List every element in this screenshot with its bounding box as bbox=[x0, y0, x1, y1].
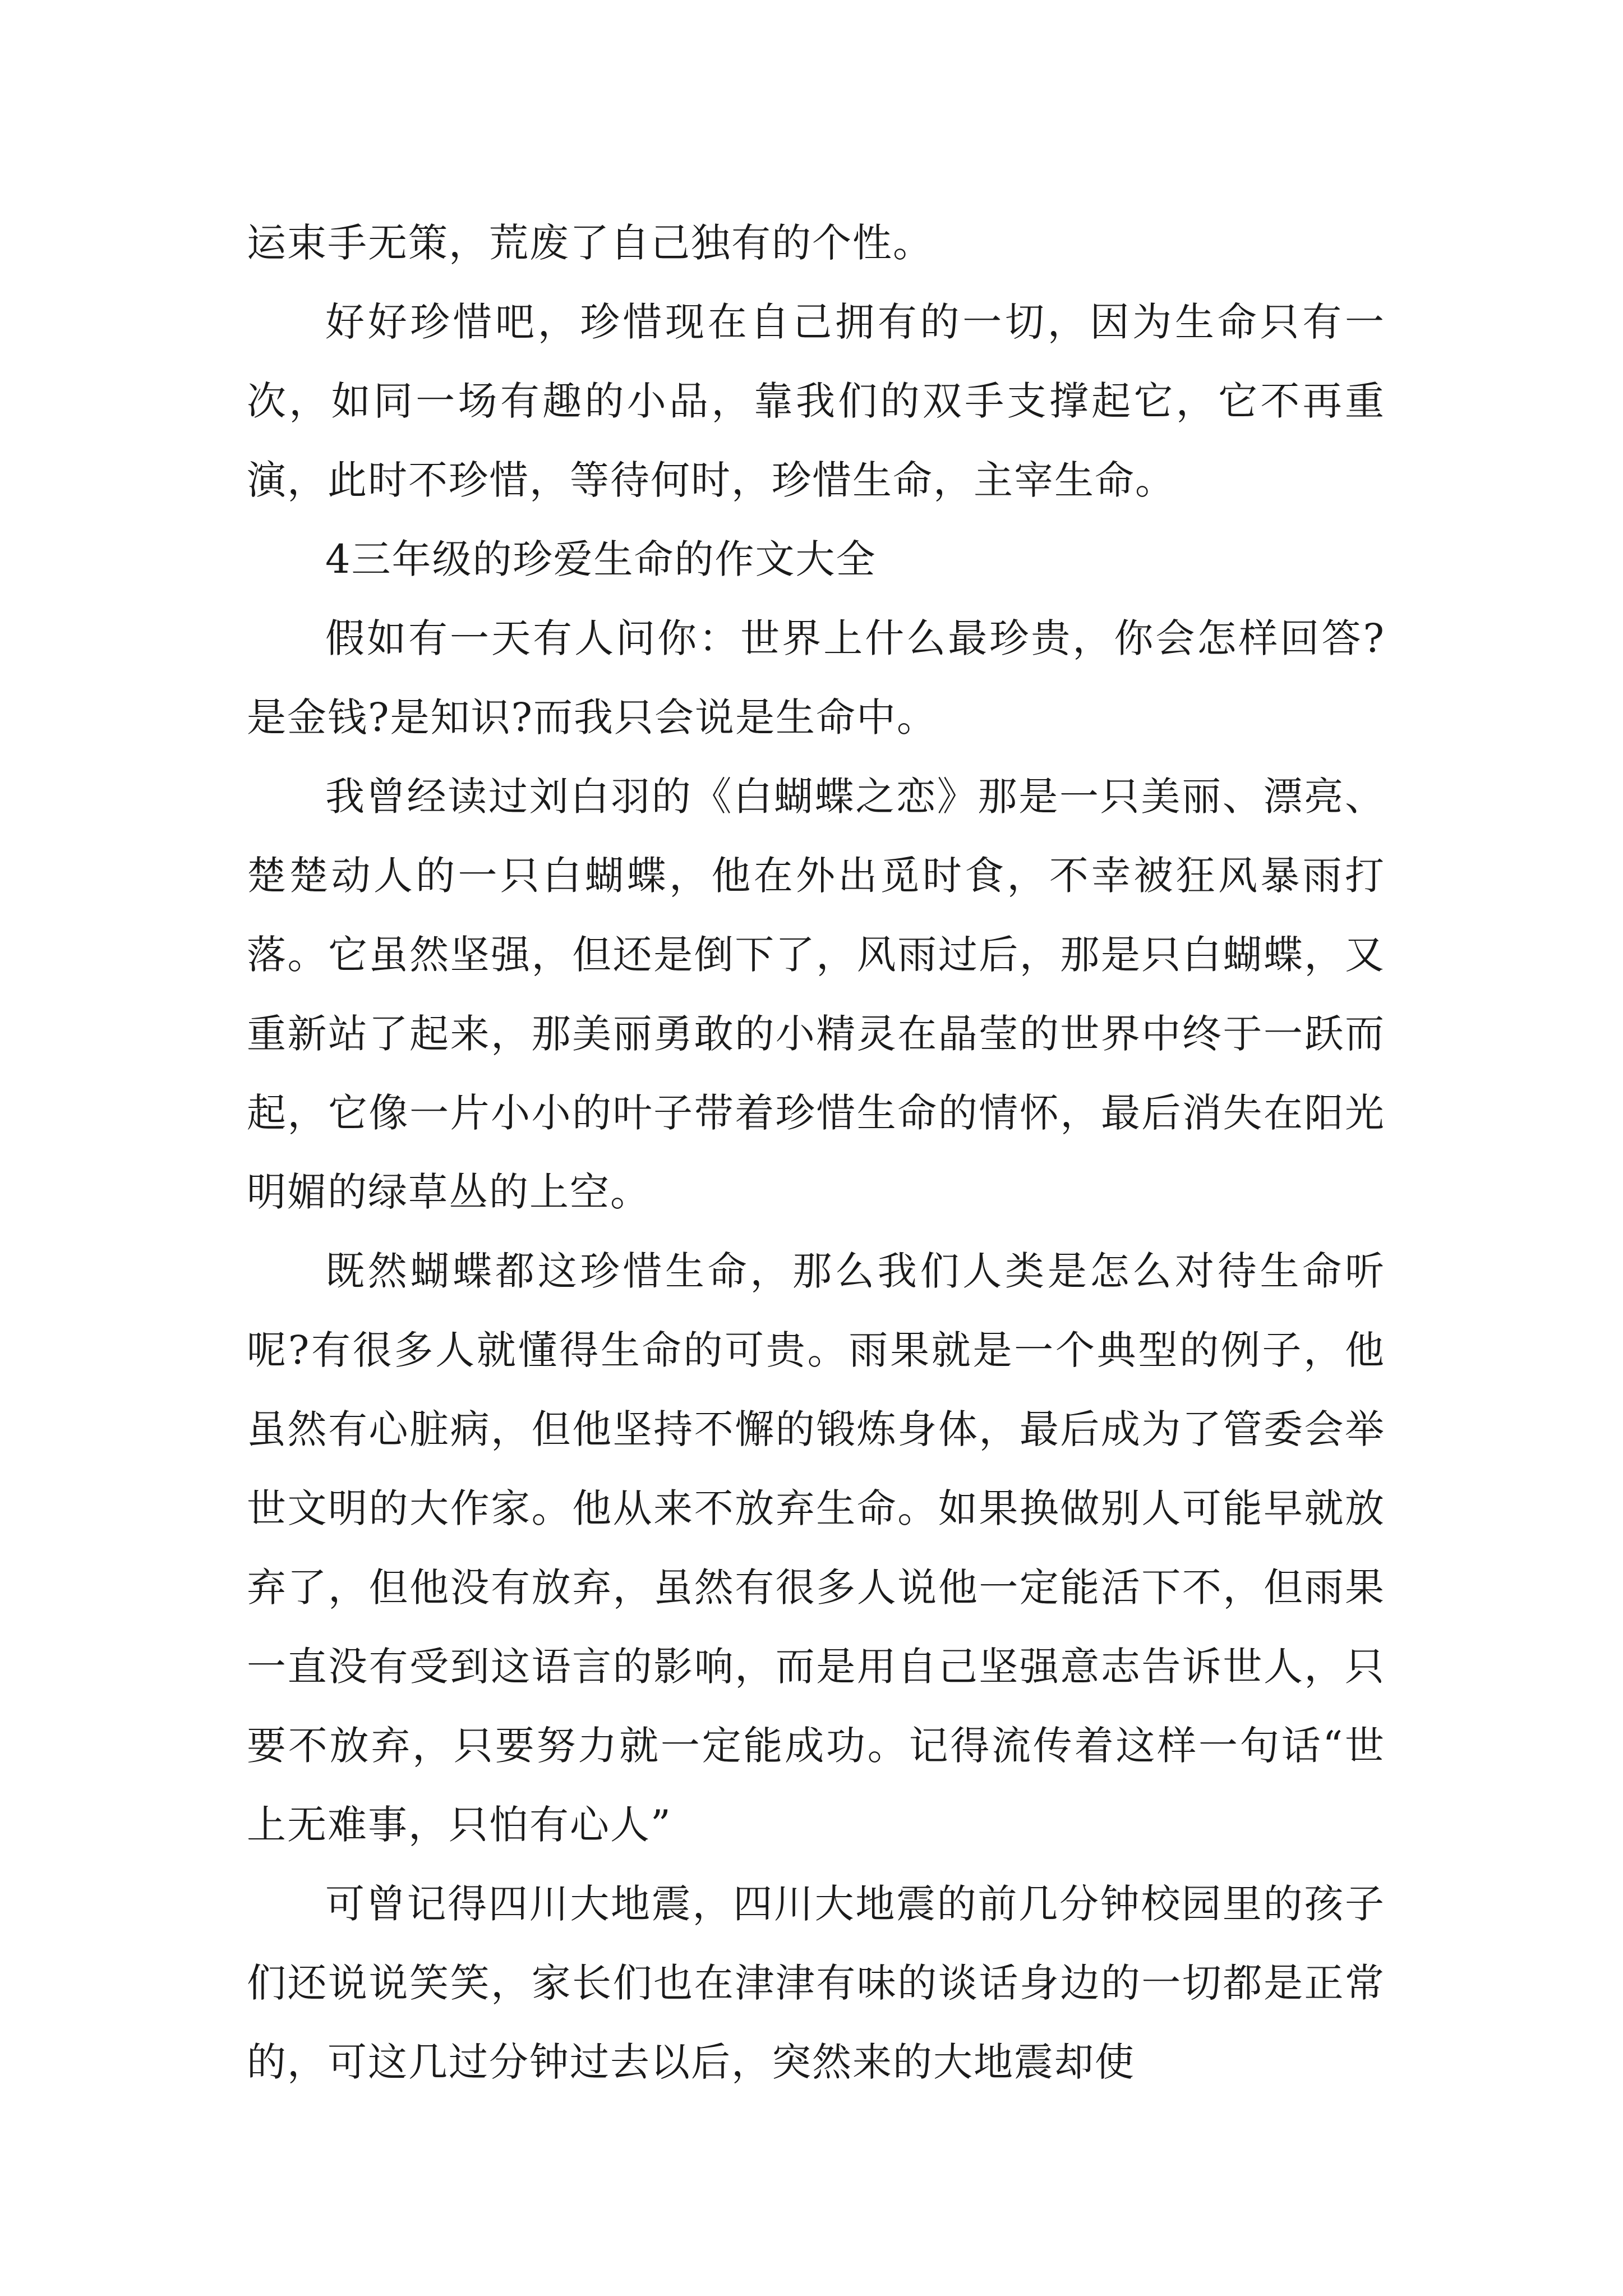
section-heading: 4三年级的珍爱生命的作文大全 bbox=[325, 536, 877, 582]
paragraph-3: 假如有一天有人问你：世界上什么最珍贵，你会怎样回答?是金钱?是知识?而我只会说是生命中。 bbox=[247, 615, 1385, 740]
paragraph-2: 好好珍惜吧，珍惜现在自己拥有的一切，因为生命只有一次，如同一场有趣的小品，靠我们的双手支撑起它，它不再重演，此时不珍惜，等待何时，珍惜生命，主宰生命。 bbox=[247, 299, 1385, 503]
paragraph-4: 我曾经读过刘白羽的《白蝴蝶之恋》那是一只美丽、漂亮、楚楚动人的一只白蝴蝶，他在外出觅时食，不幸被狂风暴雨打落。它虽然坚强，但还是倒下了，风雨过后，那是只白蝴蝶，又重新站了起来，那美丽勇敢的小精灵在晶莹的世界中终于一跃而起，它像一片小小的叶子带着珍惜生命的情怀，最后消失在阳光明媚的绿草丛的上空。 bbox=[247, 774, 1385, 1215]
paragraph-5: 既然蝴蝶都这珍惜生命，那么我们人类是怎么对待生命听呢?有很多人就懂得生命的可贵。雨果就是一个典型的例子，他虽然有心脏病，但他坚持不懈的锻炼身体，最后成为了管委会举世文明的大作家。他从来不放弃生命。如果换做别人可能早就放弃了，但他没有放弃，虽然有很多人说他一定能活下不，但雨果一直没有受到这语言的影响，而是用自己坚强意志告诉世人，只要不放弃，只要努力就一定能成功。记得流传着这样一句话“世上无难事，只怕有心人” bbox=[247, 1248, 1385, 1848]
body-text bbox=[247, 204, 1385, 2102]
paragraph-1: 运束手无策，荒废了自己独有的个性。 bbox=[247, 220, 933, 266]
paragraph-6: 可曾记得四川大地震，四川大地震的前几分钟校园里的孩子们还说说笑笑，家长们也在津津有味的谈话身边的一切都是正常的，可这几过分钟过去以后，突然来的大地震却使 bbox=[247, 1881, 1385, 2085]
